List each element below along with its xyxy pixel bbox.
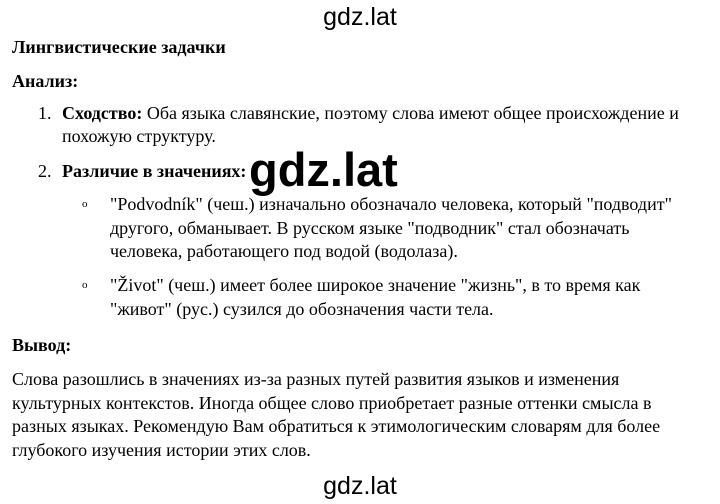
sub-item-zivot (82, 274, 702, 321)
conclusion-heading: Вывод: (12, 335, 72, 355)
sub-item-text: "Život" (чеш.) имеет более широкое значение "жизнь", в то время как "живот" (рус.) сузился до обозначения части тела. (110, 275, 641, 319)
watermark-center: gdz.lat (249, 143, 398, 196)
item-number: 1. (38, 103, 52, 123)
analysis-heading: Анализ: (12, 71, 79, 91)
item-text: Оба языка славянские, поэтому слова имеют общее происхождение и похожую структуру. (62, 103, 679, 146)
document-title: Лингвистические задачки (12, 37, 226, 57)
sub-item-text: "Podvodník" (чеш.) изначально обозначало человека, который "подводит" другого, обманывает. В русском языке "подводник" стал обозначать человека, работающего под водой (водолаза). (110, 194, 672, 261)
circle-bullet-icon: o (82, 279, 88, 291)
conclusion-paragraph: Слова разошлись в значениях из-за разных путей развития языков и изменения культурных контекстов. Иногда общее слово приобретает разные оттенки смысла в разных языках. Рекомендую Вам обратиться к этимологическим словарям для более глубокого изучения истории этих слов. (12, 369, 661, 460)
item-label: Сходство: (62, 103, 143, 123)
watermark-bottom: gdz.lat (323, 472, 397, 500)
sub-item-podvodnik (82, 193, 702, 264)
item-label: Различие в значениях: (62, 161, 247, 181)
circle-bullet-icon: o (82, 198, 88, 210)
item-number: 2. (38, 161, 52, 181)
watermark-top: gdz.lat (323, 3, 397, 31)
